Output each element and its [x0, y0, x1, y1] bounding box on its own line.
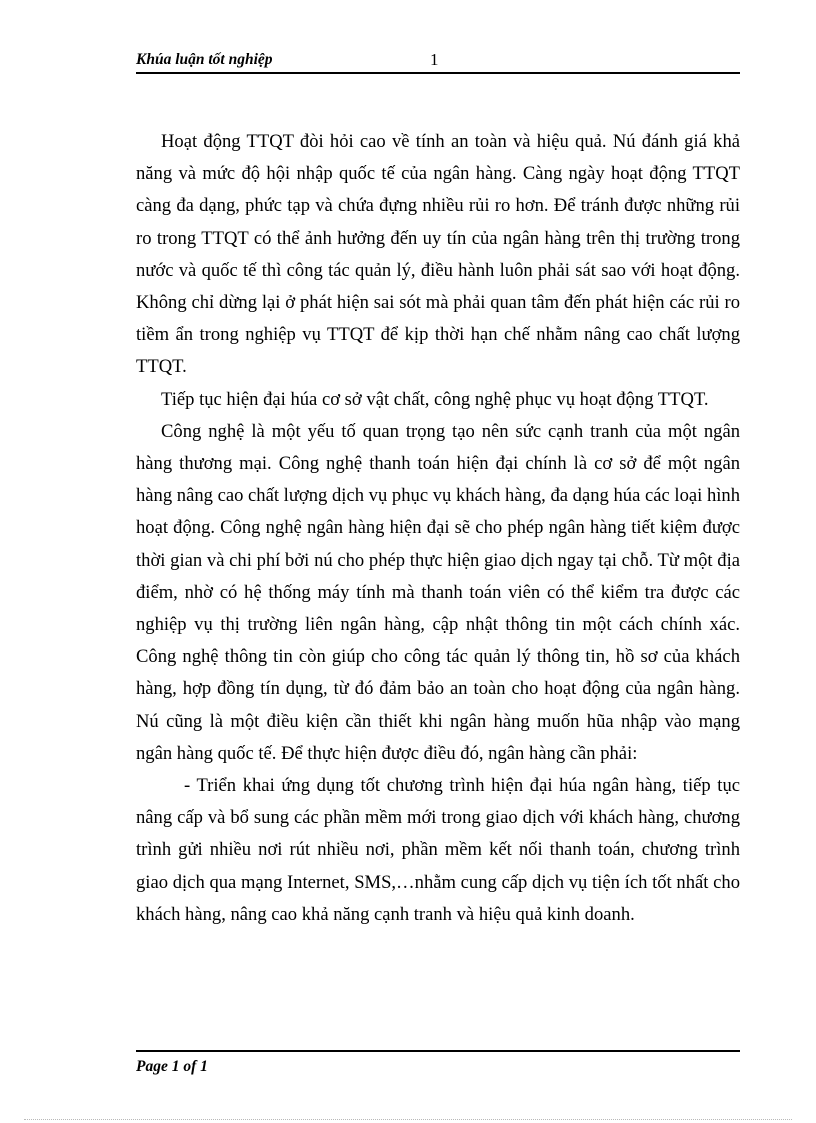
- paragraph-ttqt-safety: Hoạt động TTQT đòi hỏi cao về tính an toàn và hiệu quả. Nú đánh giá khả năng và mức độ hội nhập quốc tế của ngân hàng. Càng ngày hoạt động TTQT càng đa dạng, phức tạp và chứa đựng nhiều rủi ro hơn. Để tránh được những rủi ro trong TTQT có thể ảnh hưởng đến uy tín của ngân hàng trên thị trường trong nước và quốc tế thì công tác quản lý, điều hành luôn phải sát sao với hoạt động. Không chỉ dừng lại ở phát hiện sai sót mà phải quan tâm đến phát hiện các rủi ro tiềm ẩn trong nghiệp vụ TTQT để kịp thời hạn chế nhằm nâng cao chất lượng TTQT.: [136, 131, 740, 378]
- paragraph-modernization-heading: Tiếp tục hiện đại húa cơ sở vật chất, công nghệ phục vụ hoạt động TTQT.: [161, 388, 709, 410]
- page-footer: [136, 1050, 740, 1075]
- bullet-item-software: - Triển khai ứng dụng tốt chương trình hiện đại húa ngân hàng, tiếp tục nâng cấp và bổ sung các phần mềm mới trong giao dịch với khách hàng, chương trình gửi nhiều nơi rút nhiều nơi, phần mềm kết nối thanh toán, chương trình giao dịch qua mạng Internet, SMS,…nhằm cung cấp dịch vụ tiện ích tốt nhất cho khách hàng, nâng cao khả năng cạnh tranh và hiệu quả kinh doanh.: [136, 775, 740, 925]
- footer-page-indicator: Page 1 of 1: [136, 1058, 208, 1075]
- header-page-number: 1: [430, 50, 439, 69]
- header-title: Khúa luận tốt nghiệp: [136, 51, 273, 68]
- page-header: [136, 50, 740, 74]
- body-text: [136, 126, 740, 931]
- page-bottom-edge: [24, 1119, 792, 1120]
- paragraph-technology: Công nghệ là một yếu tố quan trọng tạo nên sức cạnh tranh của một ngân hàng thương mại. Công nghệ thanh toán hiện đại chính là cơ sở để một ngân hàng nâng cao chất lượng dịch vụ phục vụ khách hàng, đa dạng húa các loại hình hoạt động. Công nghệ ngân hàng hiện đại sẽ cho phép ngân hàng tiết kiệm được thời gian và chi phí bởi nú cho phép thực hiện giao dịch ngay tại chỗ. Từ một địa điểm, nhờ có hệ thống máy tính mà thanh toán viên có thể kiểm tra được các nghiệp vụ thị trường liên ngân hàng, cập nhật thông tin một cách chính xác. Công nghệ thông tin còn giúp cho công tác quản lý thông tin, hồ sơ của khách hàng, hợp đồng tín dụng, từ đó đảm bảo an toàn cho hoạt động của ngân hàng. Nú cũng là một điều kiện cần thiết khi ngân hàng muốn hũa nhập vào mạng ngân hàng quốc tế. Để thực hiện được điều đó, ngân hàng cần phải:: [136, 420, 740, 764]
